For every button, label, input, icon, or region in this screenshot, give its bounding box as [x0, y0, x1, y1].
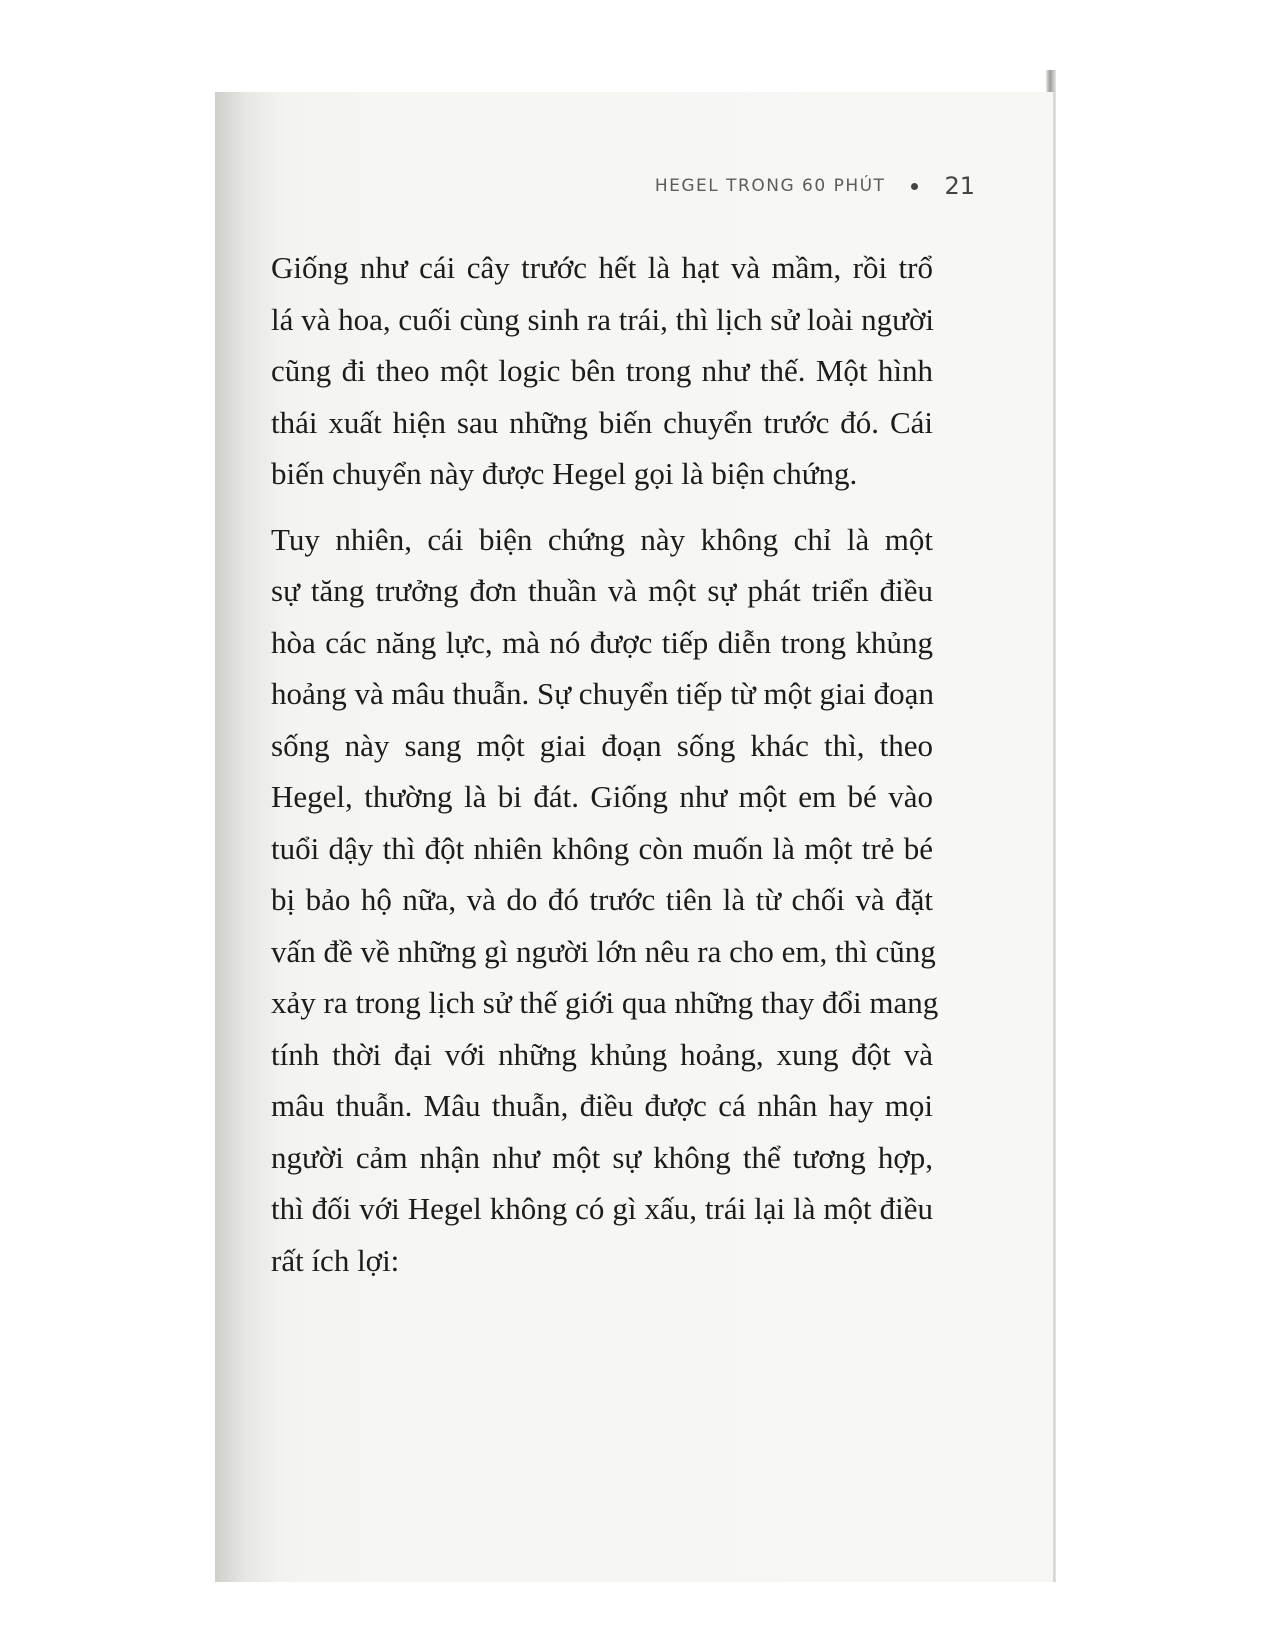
paragraph-1: [233, 242, 933, 500]
text-line: xảy ra trong lịch sử thế giới qua những thay đổi mang: [271, 985, 939, 1020]
text-line: cũng đi theo một logic bên trong như thế. Một hình: [271, 353, 933, 388]
paragraph-2: [233, 514, 939, 1287]
text-line: người cảm nhận như một sự không thể tương hợp,: [271, 1139, 933, 1175]
text-line: thì đối với Hegel không có gì xấu, trái lại là một điều: [271, 1191, 933, 1226]
running-header: [655, 172, 975, 200]
book-page: [215, 92, 1055, 1582]
text-line: lá và hoa, cuối cùng sinh ra trái, thì lịch sử loài người: [271, 301, 934, 337]
text-line: vấn đề về những gì người lớn nêu ra cho em, thì cũng: [271, 933, 936, 969]
text-line: tính thời đại với những khủng hoảng, xung đột và: [271, 1036, 933, 1072]
text-line: bị bảo hộ nữa, và do đó trước tiên là từ chối và đặt: [271, 882, 933, 917]
text-line: thái xuất hiện sau những biến chuyển trước đó. Cái: [271, 404, 933, 440]
page-number: 21: [944, 172, 975, 200]
bullet-separator: [911, 183, 918, 190]
text-line: biến chuyển này được Hegel gọi là biện chứng.: [271, 456, 858, 491]
text-line: rất ích lợi:: [271, 1242, 400, 1278]
text-line: Tuy nhiên, cái biện chứng này không chỉ là một: [271, 521, 933, 557]
body-text: [233, 242, 939, 1300]
text-line: Giống như cái cây trước hết là hạt và mầm, rồi trổ: [271, 250, 933, 285]
text-line: mâu thuẫn. Mâu thuẫn, điều được cá nhân hay mọi: [271, 1088, 933, 1123]
text-line: hoảng và mâu thuẫn. Sự chuyển tiếp từ một giai đoạn: [271, 676, 934, 711]
running-title: HEGEL TRONG 60 PHÚT: [654, 176, 886, 196]
text-line: tuổi dậy thì đột nhiên không còn muốn là một trẻ bé: [271, 830, 933, 866]
text-line: sống này sang một giai đoạn sống khác thì, theo: [271, 727, 933, 763]
text-line: hòa các năng lực, mà nó được tiếp diễn trong khủng: [271, 624, 933, 660]
text-line: sự tăng trưởng đơn thuần và một sự phát triển điều: [271, 573, 933, 608]
text-line: Hegel, thường là bi đát. Giống như một em bé vào: [271, 779, 933, 814]
